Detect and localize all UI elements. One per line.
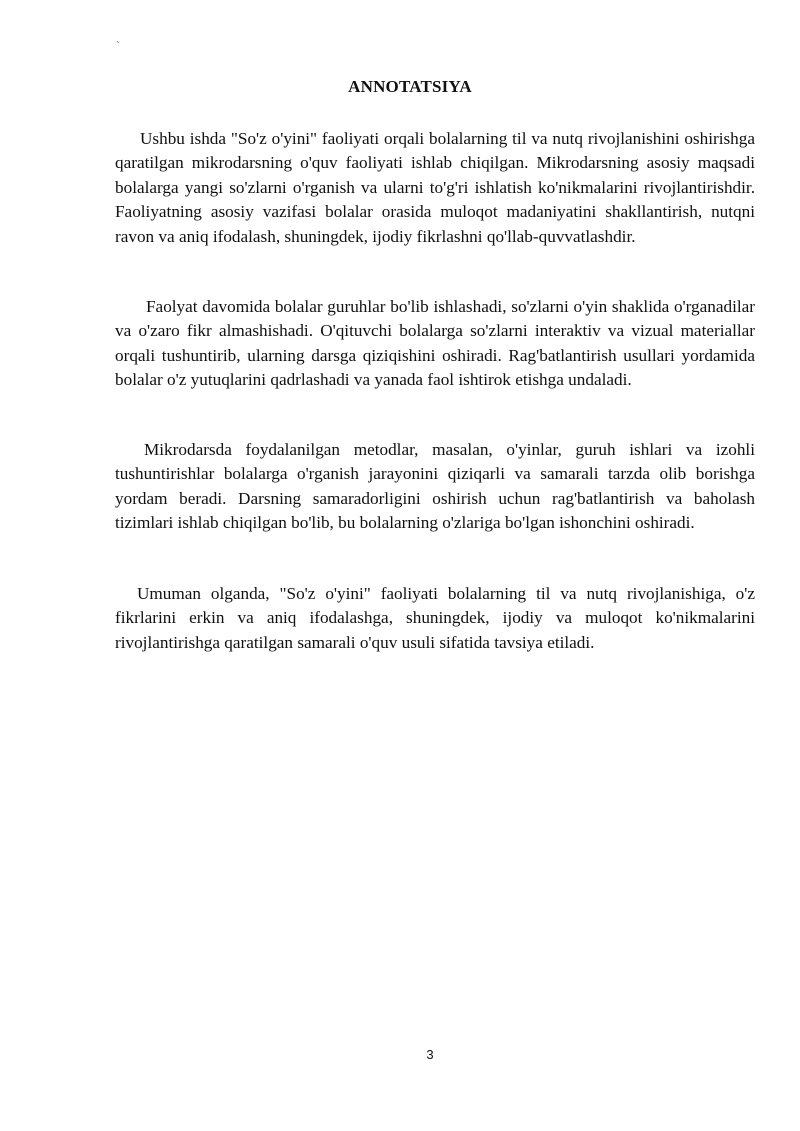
paragraph: Ushbu ishda "So'z o'yini" faoliyati orqali bolalarning til va nutq rivojlanishini oshirishga qaratilgan mikrodarsning o'quv faoliyati ishlab chiqilgan. Mikrodarsning asosiy maqsadi bolalarga yangi so'zlarni o'rganish va ularni to'g'ri ishlatish ko'nikmalarini rivojlantirishdir. Faoliyatning asosiy vazifasi bolalar orasida muloqot madaniyatini shakllantirish, nutqni ravon va aniq ifodalash, shuningdek, ijodiy fikrlashni qo'llab-quvvatlashdir.: [115, 129, 755, 246]
page-number: 3: [426, 1047, 434, 1062]
paragraph: Faolyat davomida bolalar guruhlar bo'lib ishlashadi, so'zlarni o'yin shaklida o'rganadilar va o'zaro fikr almashishadi. O'qituvchi bolalarga so'zlarni interaktiv va vizual materiallar orqali tushuntirib, ularning darsga qiziqishini oshiradi. Rag'batlantirish usullari yordamida bolalar o'z yutuqlarini qadrlashadi va yanada faol ishtirok etishga undaladi.: [115, 297, 755, 390]
paragraph: Mikrodarsda foydalanilgan metodlar, masalan, o'yinlar, guruh ishlari va izohli tushuntirishlar bolalarga o'rganish jarayonini qiziqarli va samarali tarzda olib borishga yordam beradi. Darsning samaradorligini oshirish uchun rag'batlantirish va baholash tizimlari ishlab chiqilgan bo'lib, bu bolalarning o'zlariga bo'lgan ishonchini oshiradi.: [115, 440, 755, 533]
paragraph-2-block: [115, 295, 755, 393]
page-title: ANNOTATSIYA: [348, 77, 472, 96]
corner-mark: `: [116, 40, 120, 52]
paragraph: Umuman olganda, "So'z o'yini" faoliyati bolalarning til va nutq rivojlanishiga, o'z fikrlarini erkin va aniq ifodalashga, shuningdek, ijodiy va muloqot ko'nikmalarini rivojlantirishga qaratilgan samarali o'quv usuli sifatida tavsiya etiladi.: [115, 584, 755, 652]
paragraph-1-block: [115, 127, 755, 249]
paragraph-4-block: [115, 582, 755, 655]
paragraph-3-block: [115, 438, 755, 536]
